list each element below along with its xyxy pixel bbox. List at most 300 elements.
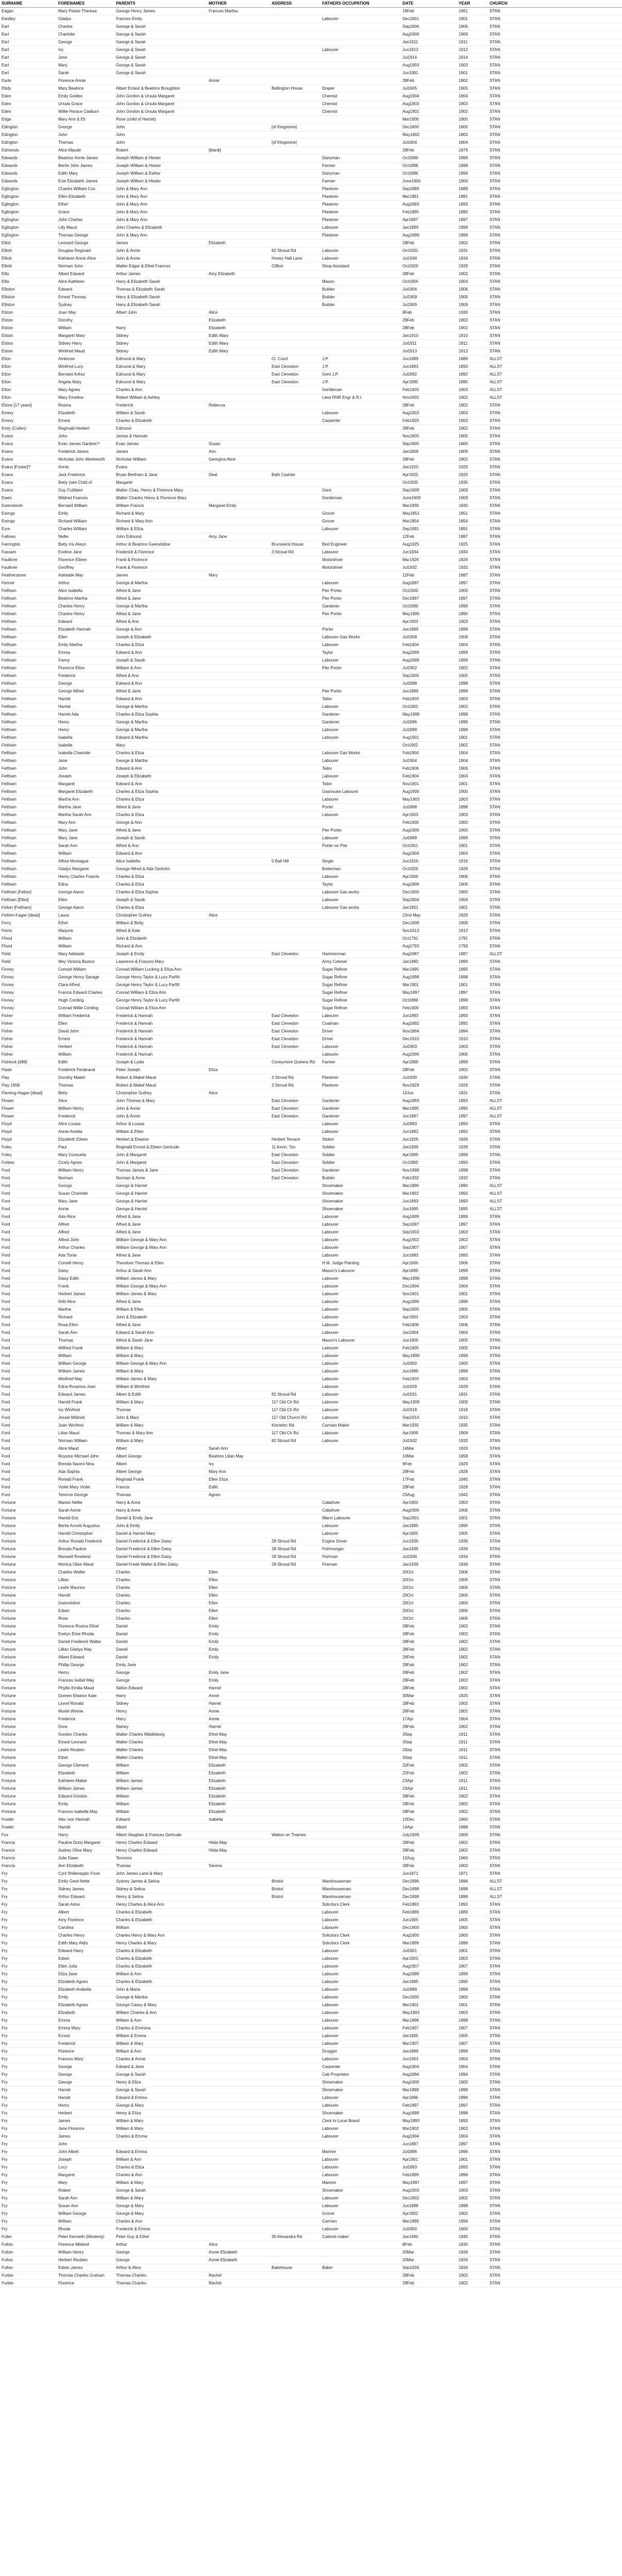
cell-surname: Flower bbox=[2, 1106, 14, 1111]
table-row bbox=[0, 819, 622, 827]
cell-address bbox=[270, 533, 321, 540]
cell-fathers-occupation bbox=[321, 1870, 401, 1877]
cell-parents: Frederick & Hannah bbox=[116, 1029, 153, 1033]
cell-fathers-occupation: Shop Assistant bbox=[322, 264, 349, 268]
cell-address: Bakehouse bbox=[272, 2265, 293, 2270]
cell-church: STAN bbox=[490, 1724, 500, 1729]
cell-date: 28Feb bbox=[402, 403, 414, 408]
cell-surname: Ford bbox=[2, 1168, 10, 1173]
cell-mother bbox=[207, 1878, 270, 1885]
cell-parents: Charles & Elizabeth bbox=[116, 1956, 153, 1961]
cell-forenames: Marjorie bbox=[58, 928, 73, 933]
cell-fathers-occupation: Chemist bbox=[322, 101, 338, 106]
cell-church: STAN bbox=[490, 797, 500, 802]
cell-forenames: Royston Michael John bbox=[58, 1454, 99, 1459]
cell-fathers-occupation bbox=[321, 819, 401, 826]
cell-church: STAN bbox=[490, 2033, 500, 2038]
cell-mother bbox=[207, 1917, 270, 1924]
cell-fathers-occupation bbox=[321, 1731, 401, 1738]
cell-date: May1899 bbox=[402, 1276, 419, 1281]
cell-church: STAN bbox=[490, 2088, 500, 2092]
cell-surname: Feltham bbox=[2, 666, 16, 670]
table-row bbox=[0, 2233, 622, 2241]
cell-parents: Harry & Elizabeth Sarah bbox=[116, 302, 160, 307]
cell-year: 1909 bbox=[459, 496, 468, 500]
cell-mother bbox=[207, 139, 270, 146]
cell-address bbox=[270, 1476, 321, 1483]
cell-address bbox=[270, 394, 321, 401]
cell-address bbox=[270, 742, 321, 749]
cell-parents: Edmund & Mary bbox=[116, 357, 146, 361]
cell-date: 28Feb bbox=[402, 1647, 414, 1652]
cell-address bbox=[270, 889, 321, 896]
cell-address: East Clevedon bbox=[272, 1044, 299, 1049]
cell-address bbox=[270, 1236, 321, 1244]
cell-date: Aug1903 bbox=[402, 63, 419, 67]
cell-year: 1940 bbox=[459, 1477, 468, 1482]
cell-parents: Sidney bbox=[116, 349, 129, 353]
table-row bbox=[0, 1808, 622, 1816]
cell-mother bbox=[207, 286, 270, 293]
cell-year: 1888 bbox=[459, 1825, 468, 1829]
table-row bbox=[0, 1391, 622, 1399]
cell-forenames: Harold Eric bbox=[58, 1516, 79, 1520]
cell-fathers-occupation bbox=[321, 332, 401, 340]
cell-surname: Feltham bbox=[2, 735, 16, 740]
cell-date: Dec1900 bbox=[402, 890, 419, 894]
cell-surname: Elston bbox=[2, 326, 13, 330]
cell-mother bbox=[207, 2025, 270, 2032]
cell-address bbox=[270, 8, 321, 15]
cell-church: ALLST bbox=[490, 1199, 502, 1204]
cell-parents: Edward bbox=[116, 1817, 130, 1822]
cell-forenames: Charlotte bbox=[58, 32, 75, 37]
cell-mother bbox=[207, 301, 270, 309]
cell-year: 1902 bbox=[459, 2273, 468, 2278]
cell-date: Jul1918 bbox=[402, 1408, 417, 1412]
cell-parents: Margaret bbox=[116, 480, 133, 485]
table-row bbox=[0, 572, 622, 580]
cell-address bbox=[270, 788, 321, 795]
cell-address bbox=[270, 804, 321, 811]
cell-address bbox=[270, 912, 321, 919]
cell-forenames: William James bbox=[58, 1369, 85, 1374]
cell-parents: Charles bbox=[116, 1608, 130, 1613]
cell-address bbox=[270, 1182, 321, 1190]
cell-parents: Alfred & Ann bbox=[116, 673, 139, 678]
cell-church: STAN bbox=[490, 1863, 500, 1868]
table-row bbox=[0, 1097, 622, 1105]
cell-parents: Daniel bbox=[116, 1655, 128, 1659]
cell-surname: Francis bbox=[2, 1856, 15, 1860]
cell-church: STAN bbox=[490, 1748, 500, 1752]
cell-address bbox=[270, 765, 321, 772]
cell-date: Nov1805 bbox=[402, 434, 419, 438]
cell-year: 1906 bbox=[459, 882, 468, 887]
cell-date: Jul1914 bbox=[402, 55, 417, 60]
table-row bbox=[0, 178, 622, 185]
table-row bbox=[0, 2280, 622, 2287]
cell-mother bbox=[207, 379, 270, 386]
cell-date: Mar1854 bbox=[402, 519, 419, 523]
cell-year: 1900 bbox=[459, 1925, 468, 1930]
cell-parents: William & Mary bbox=[116, 2119, 144, 2123]
cell-year: 1893 bbox=[459, 1199, 468, 1204]
table-row bbox=[0, 873, 622, 881]
cell-church: STAN bbox=[490, 287, 500, 292]
cell-fathers-occupation: Labourer bbox=[322, 1956, 339, 1961]
cell-date: 28Feb bbox=[402, 318, 414, 323]
cell-year: 1906 bbox=[459, 1323, 468, 1327]
cell-surname: Eglington bbox=[2, 217, 19, 222]
table-row bbox=[0, 2094, 622, 2102]
cell-date: Jun1934 bbox=[402, 550, 418, 554]
cell-address bbox=[270, 896, 321, 904]
cell-fathers-occupation: Tailor bbox=[322, 766, 332, 771]
cell-mother: Mary bbox=[209, 573, 218, 578]
cell-fathers-occupation: Labourer bbox=[322, 1361, 339, 1366]
table-row bbox=[0, 541, 622, 549]
cell-mother bbox=[207, 1221, 270, 1228]
table-row bbox=[0, 340, 622, 348]
cell-surname: Francis bbox=[2, 1840, 15, 1845]
cell-surname: Fox bbox=[2, 1833, 9, 1837]
cell-mother bbox=[207, 935, 270, 942]
cell-church: STAN bbox=[490, 32, 500, 37]
cell-date: Oct1900 bbox=[402, 588, 418, 593]
cell-surname: Furber bbox=[2, 2273, 14, 2278]
table-row bbox=[0, 533, 622, 541]
cell-surname: Finney bbox=[2, 975, 14, 979]
cell-church: STAN bbox=[490, 16, 500, 21]
cell-mother bbox=[207, 2002, 270, 2009]
cell-year: 1902 bbox=[459, 1670, 468, 1675]
cell-fathers-occupation bbox=[321, 1631, 401, 1638]
cell-date: May1909 bbox=[402, 1400, 419, 1404]
table-row bbox=[0, 108, 622, 116]
cell-parents: Emily Jane bbox=[116, 1663, 137, 1667]
cell-fathers-occupation: Labourer bbox=[322, 2026, 339, 2030]
cell-date: Aug1898 bbox=[402, 2111, 419, 2115]
cell-date: 28Feb bbox=[402, 426, 414, 431]
cell-mother bbox=[207, 1113, 270, 1120]
cell-mother: Ellen bbox=[209, 1585, 218, 1590]
cell-surname: Fry bbox=[2, 2149, 8, 2154]
cell-church: STAN bbox=[490, 967, 500, 972]
cell-surname: Ford bbox=[2, 1230, 10, 1234]
cell-forenames: George bbox=[58, 2080, 72, 2084]
cell-surname: Flower bbox=[2, 1114, 14, 1118]
cell-church: STAN bbox=[490, 1786, 500, 1791]
cell-forenames: Mary Jane bbox=[58, 836, 78, 840]
cell-fathers-occupation: Carpenter bbox=[322, 418, 341, 423]
table-row bbox=[0, 1754, 622, 1762]
cell-church: STAN bbox=[490, 2018, 500, 2023]
table-row bbox=[0, 1507, 622, 1515]
table-row bbox=[0, 1213, 622, 1221]
cell-date: Nov1894 bbox=[402, 1029, 419, 1033]
cell-year: 1904 bbox=[459, 1330, 468, 1335]
cell-fathers-occupation bbox=[321, 920, 401, 927]
cell-date: Aug1903 bbox=[402, 101, 419, 106]
cell-fathers-occupation: Warehouseman bbox=[322, 1879, 351, 1884]
cell-mother bbox=[207, 958, 270, 965]
cell-parents: Francis bbox=[116, 1485, 130, 1489]
cell-surname: Fry bbox=[2, 2173, 8, 2177]
cell-parents: George & Sarah bbox=[116, 24, 146, 29]
cell-fathers-occupation bbox=[321, 1662, 401, 1669]
cell-address bbox=[270, 1468, 321, 1476]
cell-address bbox=[270, 1291, 321, 1298]
cell-mother bbox=[207, 209, 270, 216]
cell-address bbox=[270, 958, 321, 965]
cell-fathers-occupation: J.P. bbox=[322, 364, 329, 369]
cell-year: 1905 bbox=[459, 1531, 468, 1536]
cell-year: 1931 bbox=[459, 248, 468, 253]
cell-church: STAN bbox=[490, 975, 500, 979]
cell-forenames: Brenda Pauline bbox=[58, 1547, 87, 1551]
cell-parents: Albert Ernest & Beatrice Broughton bbox=[116, 86, 180, 91]
cell-year: 1900 bbox=[459, 2227, 468, 2231]
cell-surname: Fortune bbox=[2, 1693, 16, 1698]
cell-date: Jul1893 bbox=[402, 1122, 417, 1126]
cell-forenames: Ivy Winifred bbox=[58, 1408, 80, 1412]
cell-parents: Edward & Sarah Ann bbox=[116, 1330, 155, 1335]
cell-mother bbox=[207, 943, 270, 950]
cell-address bbox=[270, 1051, 321, 1058]
cell-address bbox=[270, 726, 321, 734]
cell-church: STAN bbox=[490, 1941, 500, 1945]
cell-mother bbox=[207, 1198, 270, 1205]
cell-mother bbox=[207, 2179, 270, 2187]
cell-address bbox=[270, 1909, 321, 1916]
table-row bbox=[0, 842, 622, 850]
cell-church: STAN bbox=[490, 1964, 500, 1969]
cell-church: STAN bbox=[490, 1794, 500, 1799]
cell-church: STAN bbox=[490, 2064, 500, 2069]
cell-year: 1911 bbox=[459, 341, 468, 346]
cell-date: Dec1900 bbox=[402, 1925, 419, 1930]
cell-address bbox=[270, 1739, 321, 1746]
cell-mother bbox=[207, 896, 270, 904]
cell-surname: Fry bbox=[2, 2196, 8, 2200]
cell-date: 9Feb bbox=[402, 1462, 412, 1466]
cell-date: July1909 bbox=[402, 1833, 419, 1837]
cell-surname: Feltham bbox=[2, 836, 16, 840]
cell-fathers-occupation bbox=[321, 533, 401, 540]
cell-mother bbox=[207, 858, 270, 865]
cell-fathers-occupation: Labourer bbox=[322, 256, 339, 261]
cell-fathers-occupation bbox=[321, 62, 401, 69]
cell-church: STAN bbox=[490, 619, 500, 624]
cell-fathers-occupation: Labourer bbox=[322, 1987, 339, 1992]
cell-fathers-occupation bbox=[321, 1692, 401, 1700]
cell-forenames: Charles bbox=[58, 24, 73, 29]
cell-parents: George & Mary bbox=[116, 2103, 144, 2108]
cell-year: 1926 bbox=[459, 2258, 468, 2262]
cell-parents: George Alfred & Ada Gertrdm bbox=[116, 867, 170, 871]
cell-mother bbox=[207, 866, 270, 873]
table-row bbox=[0, 1005, 622, 1012]
cell-parents: Alfred & Jane bbox=[116, 1214, 141, 1219]
cell-address bbox=[270, 46, 321, 54]
cell-surname: Ford bbox=[2, 1183, 10, 1188]
cell-forenames: Beatrice Annie James bbox=[58, 156, 98, 160]
cell-fathers-occupation: Porter bbox=[322, 627, 333, 632]
cell-surname: Flay bbox=[2, 1075, 10, 1080]
cell-mother bbox=[207, 2063, 270, 2071]
cell-mother bbox=[207, 549, 270, 556]
cell-year: 1901 bbox=[459, 1948, 468, 1953]
cell-church: STAN bbox=[490, 1663, 500, 1667]
cell-year: 1902 bbox=[459, 1863, 468, 1868]
cell-mother bbox=[207, 1963, 270, 1970]
cell-church: STAN bbox=[490, 1817, 500, 1822]
cell-fathers-occupation: Labourer bbox=[322, 1431, 339, 1435]
cell-forenames: Angela Mary bbox=[58, 380, 81, 384]
cell-date: 28Feb bbox=[402, 2281, 414, 2285]
cell-church: STAN bbox=[490, 2265, 500, 2270]
cell-address bbox=[270, 464, 321, 471]
cell-fathers-occupation bbox=[321, 943, 401, 950]
table-row bbox=[0, 487, 622, 495]
cell-forenames: James bbox=[58, 2134, 71, 2139]
cell-parents: William & Ann bbox=[116, 2018, 142, 2023]
cell-mother bbox=[207, 2233, 270, 2241]
cell-parents: Alfred & Kate bbox=[116, 928, 141, 933]
cell-address bbox=[270, 2202, 321, 2210]
cell-surname: Feltham bbox=[2, 805, 16, 809]
cell-fathers-occupation: Labourer bbox=[322, 1238, 339, 1242]
cell-address bbox=[270, 595, 321, 602]
cell-year: 1902 bbox=[459, 403, 468, 408]
cell-mother bbox=[207, 1399, 270, 1406]
cell-parents: Edmund bbox=[116, 426, 131, 431]
cell-mother: Elizabeth bbox=[209, 1794, 226, 1799]
cell-fathers-occupation bbox=[321, 479, 401, 486]
cell-mother bbox=[207, 510, 270, 517]
cell-address bbox=[270, 866, 321, 873]
table-row bbox=[0, 1121, 622, 1128]
cell-surname: Fry bbox=[2, 1964, 8, 1969]
cell-year: 1929 bbox=[459, 913, 468, 918]
cell-forenames: Wilfred Frank bbox=[58, 1346, 83, 1350]
cell-parents: Sidion Edward bbox=[116, 1686, 143, 1690]
cell-forenames: Rhoda bbox=[58, 2227, 71, 2231]
table-row bbox=[0, 1167, 622, 1175]
cell-address: 3 Stroud Rd bbox=[272, 1075, 294, 1080]
cell-forenames: Evelyn Elsie Rhoda bbox=[58, 1632, 94, 1636]
cell-mother bbox=[207, 1947, 270, 1955]
cell-forenames: Doreen Eleanor Kate bbox=[58, 1693, 97, 1698]
cell-date: Aug1899 bbox=[402, 650, 419, 655]
cell-year: 1893 bbox=[459, 202, 468, 207]
cell-year: 1899 bbox=[459, 1268, 468, 1273]
cell-year: 1901 bbox=[459, 2157, 468, 2162]
cell-church: STAN bbox=[490, 527, 500, 531]
cell-surname: Flower bbox=[2, 1098, 14, 1103]
cell-parents: Charles & Eliza Sophia bbox=[116, 789, 158, 794]
table-row bbox=[0, 1731, 622, 1739]
cell-address bbox=[270, 1383, 321, 1391]
cell-address bbox=[270, 410, 321, 417]
cell-surname: Elvins [17 years] bbox=[2, 403, 32, 408]
cell-surname: Elton bbox=[2, 372, 11, 377]
table-row bbox=[0, 1368, 622, 1376]
cell-fathers-occupation: Cab Proprietor bbox=[322, 2072, 349, 2077]
table-row bbox=[0, 247, 622, 255]
cell-parents: Daniel Frede Walter & Ellen Daisy bbox=[116, 1562, 178, 1567]
table-row bbox=[0, 688, 622, 696]
table-row bbox=[0, 1917, 622, 1924]
cell-fathers-occupation bbox=[321, 1793, 401, 1800]
cell-church: STAN bbox=[490, 519, 500, 523]
cell-parents: Albert George bbox=[116, 1469, 142, 1474]
cell-year: 1900 bbox=[459, 588, 468, 593]
cell-address bbox=[270, 997, 321, 1004]
cell-mother bbox=[207, 1538, 270, 1545]
cell-address bbox=[270, 487, 321, 494]
cell-mother bbox=[207, 1121, 270, 1128]
cell-year: 1902 bbox=[459, 2281, 468, 2285]
cell-year: 1904 bbox=[459, 1284, 468, 1289]
table-row bbox=[0, 765, 622, 773]
cell-date: Jul1905 bbox=[402, 86, 417, 91]
cell-forenames: Herbert bbox=[58, 1044, 72, 1049]
cell-mother bbox=[207, 2148, 270, 2156]
cell-church: STAN bbox=[490, 217, 500, 222]
cell-parents: Walter Charles bbox=[116, 1755, 143, 1760]
cell-church: ALLST bbox=[490, 1098, 502, 1103]
cell-parents: Harry bbox=[116, 326, 126, 330]
cell-fathers-occupation: Lieut RNR Engr & R.I. bbox=[322, 395, 363, 400]
table-row bbox=[0, 920, 622, 927]
cell-date: Jul1898 bbox=[402, 805, 417, 809]
cell-surname: Ford bbox=[2, 1191, 10, 1196]
cell-parents: Alfred & Jane bbox=[116, 588, 141, 593]
cell-forenames: Sydney bbox=[58, 302, 72, 307]
cell-fathers-occupation bbox=[321, 1615, 401, 1622]
cell-fathers-occupation bbox=[321, 1453, 401, 1460]
table-row bbox=[0, 781, 622, 788]
cell-forenames: Winifred Maud bbox=[58, 349, 85, 353]
table-row bbox=[0, 1971, 622, 1978]
cell-year: 1896 bbox=[459, 720, 468, 724]
cell-address bbox=[270, 2187, 321, 2194]
cell-surname: Feltham bbox=[2, 596, 16, 601]
table-row bbox=[0, 2195, 622, 2202]
cell-mother bbox=[207, 1283, 270, 1290]
cell-surname: Feltham bbox=[2, 658, 16, 663]
cell-year: 1929 bbox=[459, 867, 468, 871]
table-row bbox=[0, 1592, 622, 1600]
cell-parents: Walter Edgar & Ethel Frances bbox=[116, 264, 171, 268]
cell-forenames: Charles William Cox bbox=[58, 187, 96, 191]
cell-year: 1901 bbox=[459, 905, 468, 910]
cell-surname: Ford bbox=[2, 1384, 10, 1389]
cell-date: Apr1901 bbox=[402, 2157, 418, 2162]
cell-mother bbox=[207, 1499, 270, 1506]
cell-date: Jun1871 bbox=[402, 1871, 418, 1876]
cell-mother bbox=[207, 1260, 270, 1267]
table-row bbox=[0, 417, 622, 425]
cell-address bbox=[270, 1592, 321, 1599]
cell-parents: Thomas bbox=[116, 1408, 131, 1412]
cell-surname: Feltrim-Fagan [dead] bbox=[2, 913, 40, 918]
cell-parents: Henry Charles Edward bbox=[116, 1848, 158, 1853]
cell-date: Dec1901 bbox=[402, 16, 419, 21]
cell-forenames: Ada Tonia bbox=[58, 1253, 77, 1258]
